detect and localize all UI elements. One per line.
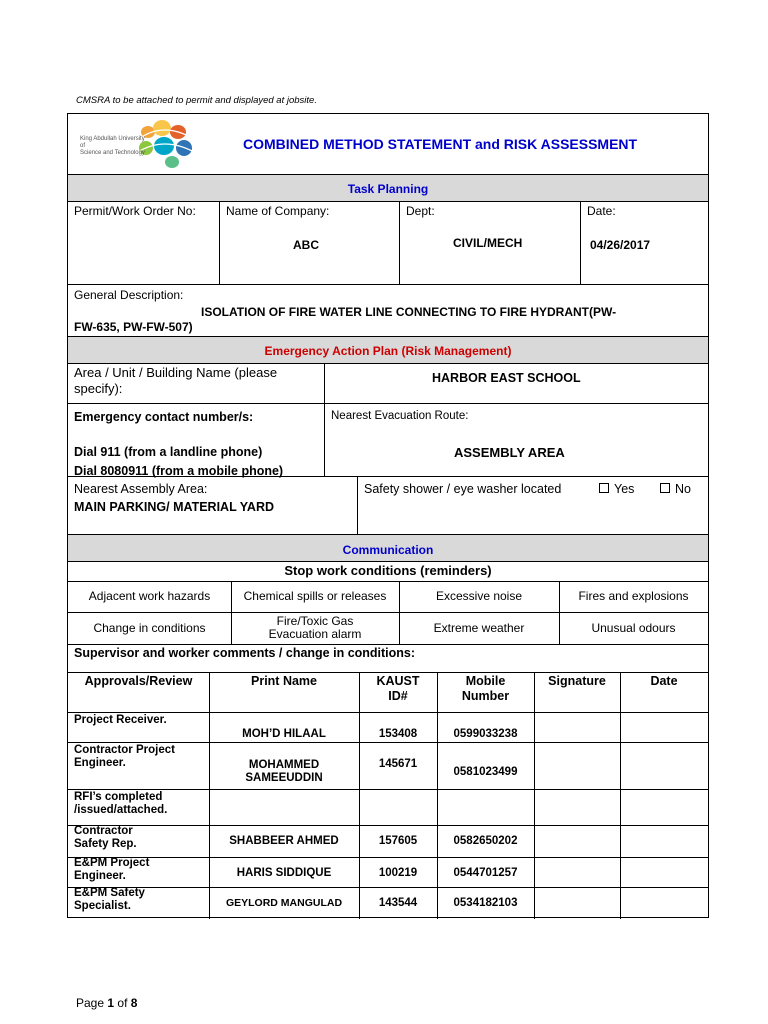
header-approvals: Approvals/Review xyxy=(84,674,193,688)
approval-mobile: 0581023499 xyxy=(453,765,518,778)
shower-label: Safety shower / eye washer located xyxy=(364,482,562,496)
assembly-label: Nearest Assembly Area: xyxy=(74,482,208,496)
communication-heading: Communication xyxy=(68,535,708,561)
approval-mobile: 0582650202 xyxy=(453,834,518,847)
approval-id: 157605 xyxy=(378,834,418,847)
approval-role: Contractor Safety Rep. xyxy=(74,825,137,850)
area-value: HARBOR EAST SCHOOL xyxy=(432,371,581,385)
permit-label: Permit/Work Order No: xyxy=(74,204,196,218)
page-total: 8 xyxy=(130,996,138,1010)
evac-value: ASSEMBLY AREA xyxy=(454,445,565,460)
logo-text xyxy=(80,136,150,157)
comments-label: Supervisor and worker comments / change in conditions: xyxy=(74,646,416,660)
assembly-value: MAIN PARKING/ MATERIAL YARD xyxy=(74,500,275,514)
approval-id: 145671 xyxy=(378,757,418,770)
yes-checkbox[interactable] xyxy=(599,483,609,493)
no-option[interactable] xyxy=(660,482,691,496)
page-prefix: Page xyxy=(76,996,105,1010)
logo-text-line-2: Science and Technology xyxy=(80,150,145,156)
approval-role: E&PM Project Engineer. xyxy=(74,857,150,882)
approval-role: E&PM Safety Specialist. xyxy=(74,887,145,912)
company-value: ABC xyxy=(293,238,319,252)
cmsra-form xyxy=(67,113,709,918)
reminder-evacuation-alarm: Fire/Toxic Gas Evacuation alarm xyxy=(268,614,362,641)
date-value: 04/26/2017 xyxy=(590,238,651,252)
contact-label: Emergency contact number/s: xyxy=(74,410,254,424)
page-of: of xyxy=(117,996,128,1010)
approval-name: HARIS SIDDIQUE xyxy=(236,866,332,879)
reminder-adjacent-hazards: Adjacent work hazards xyxy=(88,589,211,603)
date-label: Date: xyxy=(587,204,616,218)
no-label: No xyxy=(675,482,691,496)
approval-name: SHABBEER AHMED xyxy=(229,834,339,847)
yes-option[interactable] xyxy=(599,482,634,496)
kaust-logo xyxy=(80,118,205,178)
approval-mobile: 0599033238 xyxy=(453,727,518,740)
attach-note: CMSRA to be attached to permit and displayed at jobsite. xyxy=(76,95,317,106)
approval-id: 100219 xyxy=(378,866,418,879)
approval-name: GEYLORD MANGULAD xyxy=(225,896,343,909)
page-current: 1 xyxy=(107,996,115,1010)
area-label xyxy=(74,365,277,397)
task-planning-heading: Task Planning xyxy=(68,175,708,201)
reminder-chemical-spills: Chemical spills or releases xyxy=(243,589,387,603)
dept-value: CIVIL/MECH xyxy=(453,236,523,250)
header-print-name: Print Name xyxy=(251,674,317,688)
company-label: Name of Company: xyxy=(226,204,330,218)
approval-role: RFI’s completed /issued/attached. xyxy=(74,791,168,816)
reminder-unusual-odours: Unusual odours xyxy=(591,620,676,635)
logo-text-line-1: King Abdullah University of xyxy=(80,136,145,149)
approval-name: MOHAMMED SAMEEUDDIN xyxy=(245,759,323,784)
emergency-heading: Emergency Action Plan (Risk Management) xyxy=(68,337,708,363)
header-signature: Signature xyxy=(548,674,606,688)
page-footer xyxy=(76,996,137,1010)
header-kaust-id: KAUST ID# xyxy=(376,674,420,703)
contact-line-1: Dial 911 (from a landline phone) xyxy=(74,445,263,459)
header-mobile: Mobile Number xyxy=(461,674,510,703)
general-description-line-2: FW-635, PW-FW-507) xyxy=(74,320,193,334)
reminder-change-conditions: Change in conditions xyxy=(93,620,206,635)
area-label-line-1: Area / Unit / Building Name (please xyxy=(74,365,278,380)
evac-label: Nearest Evacuation Route: xyxy=(331,410,469,422)
reminder-excessive-noise: Excessive noise xyxy=(435,589,523,603)
approval-id: 153408 xyxy=(378,727,418,740)
general-description-line-1: ISOLATION OF FIRE WATER LINE CONNECTING TO FIRE HYDRANT(PW- xyxy=(201,305,617,319)
dept-label: Dept: xyxy=(406,204,435,218)
approval-name: MOH’D HILAAL xyxy=(242,727,326,740)
yes-label: Yes xyxy=(614,482,635,496)
contact-line-2: Dial 8080911 (from a mobile phone) xyxy=(74,464,284,478)
reminder-fires-explosions: Fires and explosions xyxy=(578,589,689,603)
reminder-extreme-weather: Extreme weather xyxy=(433,620,525,635)
approval-mobile: 0534182103 xyxy=(453,896,518,909)
approval-mobile: 0544701257 xyxy=(453,866,518,879)
approval-role: Contractor Project Engineer. xyxy=(74,744,175,769)
area-label-line-2: specify): xyxy=(74,381,123,396)
general-description-label: General Description: xyxy=(74,288,184,302)
stop-work-heading: Stop work conditions (reminders) xyxy=(284,563,492,578)
approval-role: Project Receiver. xyxy=(74,714,167,726)
header-date: Date xyxy=(650,674,678,688)
no-checkbox[interactable] xyxy=(660,483,670,493)
approval-id: 143544 xyxy=(378,896,418,909)
form-title: COMBINED METHOD STATEMENT and RISK ASSESSMENT xyxy=(243,136,638,152)
